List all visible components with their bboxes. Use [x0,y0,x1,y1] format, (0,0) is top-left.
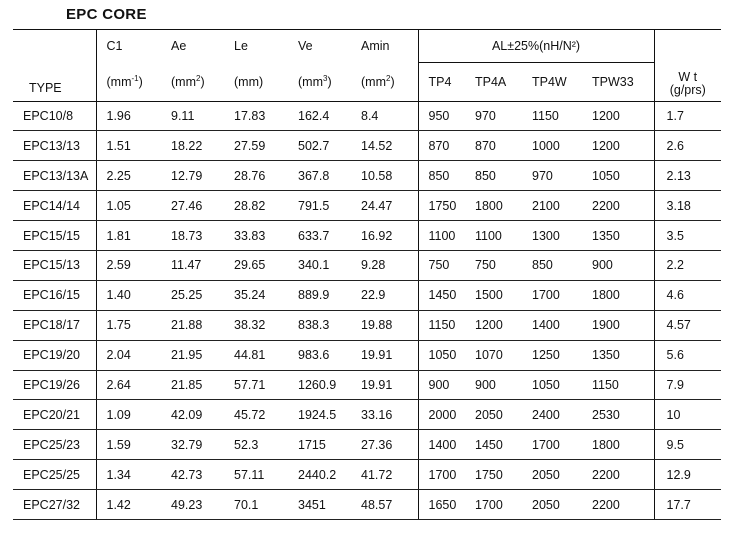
cell-tp4w: 1700 [522,430,582,460]
cell-wt: 9.5 [654,430,721,460]
cell-ae: 21.88 [161,310,224,340]
header-ae: Ae [161,30,224,63]
unit-c1-exp: -1 [131,73,139,83]
unit-ae-close: ) [200,75,205,90]
cell-ae: 18.73 [161,221,224,251]
cell-c1: 1.59 [96,430,161,460]
cell-le: 27.59 [224,131,288,161]
cell-tp4a: 870 [465,131,522,161]
unit-ve [288,63,351,102]
cell-c1: 2.59 [96,250,161,280]
cell-tp4w: 850 [522,250,582,280]
table-row [13,370,721,400]
cell-le: 17.83 [224,101,288,131]
header-wt [654,30,721,102]
cell-type: EPC27/32 [13,490,96,520]
cell-tp4w: 2100 [522,191,582,221]
cell-le: 52.3 [224,430,288,460]
cell-tp4: 1750 [418,191,465,221]
cell-wt: 1.7 [654,101,721,131]
cell-wt: 2.13 [654,161,721,191]
cell-type: EPC10/8 [13,101,96,131]
cell-amin: 19.91 [351,370,418,400]
table-row [13,490,721,520]
cell-type: EPC25/25 [13,460,96,490]
header-tpw33: TPW33 [582,63,654,102]
header-al: AL±25%(nH/N²) [418,30,654,63]
cell-tp4a: 1100 [465,221,522,251]
cell-ae: 42.09 [161,400,224,430]
header-c1: C1 [96,30,161,63]
unit-ve-exp: 3 [323,73,328,83]
cell-le: 28.82 [224,191,288,221]
cell-amin: 33.16 [351,400,418,430]
cell-tp4a: 970 [465,101,522,131]
cell-amin: 19.88 [351,310,418,340]
unit-c1 [96,63,161,102]
type-header-spacer [13,30,96,63]
cell-tp4: 950 [418,101,465,131]
table-row [13,280,721,310]
cell-tp4a: 1450 [465,430,522,460]
cell-amin: 48.57 [351,490,418,520]
cell-tp4: 1100 [418,221,465,251]
cell-wt: 2.2 [654,250,721,280]
cell-tp4: 1650 [418,490,465,520]
cell-ae: 25.25 [161,280,224,310]
cell-le: 35.24 [224,280,288,310]
cell-wt: 3.18 [654,191,721,221]
cell-tp4w: 2050 [522,460,582,490]
unit-amin [351,63,418,102]
cell-amin: 9.28 [351,250,418,280]
cell-ae: 18.22 [161,131,224,161]
header-type: TYPE [13,63,96,102]
cell-tpw33: 1200 [582,101,654,131]
cell-wt: 10 [654,400,721,430]
cell-ae: 21.85 [161,370,224,400]
cell-le: 57.11 [224,460,288,490]
cell-wt: 12.9 [654,460,721,490]
unit-ve-base: (mm [298,75,323,90]
cell-amin: 41.72 [351,460,418,490]
cell-tp4: 900 [418,370,465,400]
cell-c1: 1.09 [96,400,161,430]
cell-c1: 2.04 [96,340,161,370]
page-title: EPC CORE [66,6,147,23]
cell-tp4w: 1300 [522,221,582,251]
cell-ve: 838.3 [288,310,351,340]
cell-tp4a: 850 [465,161,522,191]
cell-ve: 162.4 [288,101,351,131]
cell-ae: 12.79 [161,161,224,191]
cell-c1: 1.96 [96,101,161,131]
cell-tp4: 1450 [418,280,465,310]
table-row [13,131,721,161]
cell-type: EPC25/23 [13,430,96,460]
cell-tp4w: 2400 [522,400,582,430]
cell-c1: 2.64 [96,370,161,400]
cell-ae: 21.95 [161,340,224,370]
unit-ae [161,63,224,102]
cell-le: 44.81 [224,340,288,370]
epc-core-table [13,29,721,520]
cell-tp4w: 1150 [522,101,582,131]
cell-tp4: 750 [418,250,465,280]
table-row [13,460,721,490]
cell-ve: 502.7 [288,131,351,161]
cell-c1: 1.42 [96,490,161,520]
table-row [13,340,721,370]
table-row [13,430,721,460]
cell-ae: 9.11 [161,101,224,131]
cell-type: EPC18/17 [13,310,96,340]
header-ve: Ve [288,30,351,63]
cell-tp4a: 1700 [465,490,522,520]
cell-tp4w: 1250 [522,340,582,370]
unit-ae-base: (mm [171,75,196,90]
table-row [13,101,721,131]
cell-tpw33: 2530 [582,400,654,430]
cell-tp4a: 750 [465,250,522,280]
cell-tp4w: 1000 [522,131,582,161]
unit-amin-exp: 2 [386,73,391,83]
cell-type: EPC13/13A [13,161,96,191]
cell-ve: 340.1 [288,250,351,280]
cell-wt: 7.9 [654,370,721,400]
cell-ve: 1924.5 [288,400,351,430]
cell-ve: 3451 [288,490,351,520]
cell-tp4: 1150 [418,310,465,340]
header-row-1 [13,30,721,63]
cell-wt: 4.6 [654,280,721,310]
table-row [13,400,721,430]
cell-type: EPC19/20 [13,340,96,370]
cell-amin: 24.47 [351,191,418,221]
cell-tp4w: 1050 [522,370,582,400]
cell-ae: 49.23 [161,490,224,520]
cell-tp4a: 1070 [465,340,522,370]
cell-tp4w: 1700 [522,280,582,310]
cell-le: 45.72 [224,400,288,430]
cell-tpw33: 1050 [582,161,654,191]
cell-ae: 27.46 [161,191,224,221]
cell-wt: 4.57 [654,310,721,340]
header-amin: Amin [351,30,418,63]
cell-tp4: 1400 [418,430,465,460]
table-row [13,310,721,340]
table-row [13,191,721,221]
cell-ve: 791.5 [288,191,351,221]
cell-wt: 3.5 [654,221,721,251]
cell-tp4w: 970 [522,161,582,191]
cell-amin: 16.92 [351,221,418,251]
cell-le: 29.65 [224,250,288,280]
cell-amin: 10.58 [351,161,418,191]
header-le: Le [224,30,288,63]
table-row [13,221,721,251]
cell-ve: 1715 [288,430,351,460]
unit-amin-base: (mm [361,75,386,90]
cell-amin: 27.36 [351,430,418,460]
cell-ve: 633.7 [288,221,351,251]
cell-le: 28.76 [224,161,288,191]
cell-c1: 1.40 [96,280,161,310]
unit-ve-close: ) [327,75,332,90]
cell-tpw33: 1350 [582,340,654,370]
table-row [13,250,721,280]
cell-tpw33: 2200 [582,490,654,520]
cell-tpw33: 1800 [582,430,654,460]
cell-tp4w: 1400 [522,310,582,340]
cell-c1: 1.05 [96,191,161,221]
cell-ae: 42.73 [161,460,224,490]
cell-ae: 32.79 [161,430,224,460]
cell-wt: 5.6 [654,340,721,370]
cell-le: 33.83 [224,221,288,251]
cell-type: EPC15/15 [13,221,96,251]
cell-c1: 1.75 [96,310,161,340]
cell-ae: 11.47 [161,250,224,280]
cell-tp4a: 1500 [465,280,522,310]
cell-type: EPC13/13 [13,131,96,161]
cell-amin: 8.4 [351,101,418,131]
cell-tp4a: 1800 [465,191,522,221]
cell-ve: 889.9 [288,280,351,310]
unit-amin-close: ) [390,75,395,90]
cell-tp4a: 900 [465,370,522,400]
cell-tpw33: 1200 [582,131,654,161]
cell-tpw33: 1900 [582,310,654,340]
cell-tp4a: 1750 [465,460,522,490]
header-wt-label: W t [678,69,698,84]
header-tp4w: TP4W [522,63,582,102]
cell-tpw33: 1150 [582,370,654,400]
cell-amin: 19.91 [351,340,418,370]
cell-c1: 1.81 [96,221,161,251]
cell-type: EPC20/21 [13,400,96,430]
unit-le: (mm) [224,63,288,102]
cell-ve: 2440.2 [288,460,351,490]
cell-tpw33: 900 [582,250,654,280]
cell-le: 57.71 [224,370,288,400]
table-row [13,161,721,191]
cell-tp4: 2000 [418,400,465,430]
table-body [13,101,721,519]
cell-tpw33: 2200 [582,460,654,490]
cell-c1: 2.25 [96,161,161,191]
cell-ve: 1260.9 [288,370,351,400]
cell-tp4: 870 [418,131,465,161]
cell-type: EPC19/26 [13,370,96,400]
header-row-2 [13,63,721,102]
cell-le: 38.32 [224,310,288,340]
header-tp4a: TP4A [465,63,522,102]
cell-wt: 17.7 [654,490,721,520]
header-wt-unit: (g/prs) [669,82,706,97]
cell-tp4: 850 [418,161,465,191]
cell-wt: 2.6 [654,131,721,161]
cell-tp4a: 2050 [465,400,522,430]
unit-ae-exp: 2 [196,73,201,83]
cell-tp4: 1050 [418,340,465,370]
cell-amin: 14.52 [351,131,418,161]
cell-type: EPC16/15 [13,280,96,310]
cell-type: EPC15/13 [13,250,96,280]
cell-tpw33: 1350 [582,221,654,251]
cell-tp4: 1700 [418,460,465,490]
unit-c1-close: ) [138,75,143,90]
cell-tp4a: 1200 [465,310,522,340]
header-tp4: TP4 [418,63,465,102]
unit-c1-base: (mm [106,75,132,90]
cell-ve: 367.8 [288,161,351,191]
cell-tpw33: 1800 [582,280,654,310]
cell-c1: 1.51 [96,131,161,161]
cell-type: EPC14/14 [13,191,96,221]
cell-c1: 1.34 [96,460,161,490]
cell-tpw33: 2200 [582,191,654,221]
cell-le: 70.1 [224,490,288,520]
cell-ve: 983.6 [288,340,351,370]
cell-amin: 22.9 [351,280,418,310]
cell-tp4w: 2050 [522,490,582,520]
